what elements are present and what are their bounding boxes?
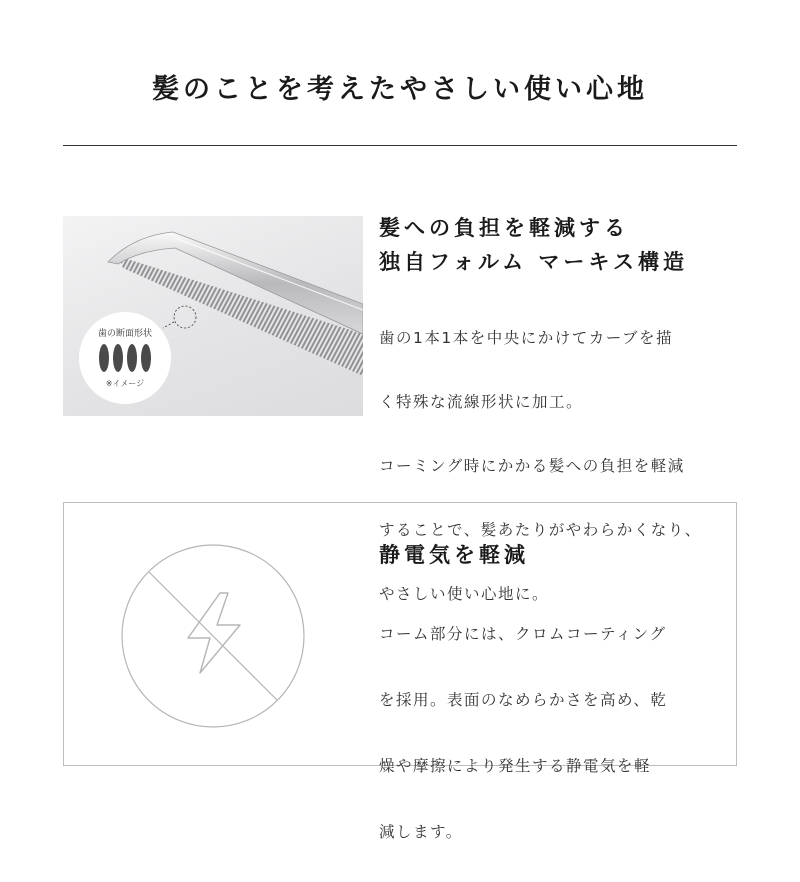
section1-body-line: く特殊な流線形状に加工。 [379,393,584,411]
section2-body-line: 燥や摩擦により発生する静電気を軽 [379,757,652,775]
section2-body-line: を採用。表面のなめらかさを高め、乾 [379,691,668,709]
section1-body-line: コーミング時にかかる髪への負担を軽減 [379,457,685,475]
marquise-shape-icon [127,344,137,372]
tooth-shape-label: 歯の断面形状 [97,329,152,339]
section1-heading-line2: 独自フォルム マーキス構造 [379,250,688,274]
section1-body-line: 歯の1本1本を中央にかけてカーブを描 [379,329,673,347]
section1-heading-line1: 髪への負担を軽減する [379,216,629,240]
section2-heading: 静電気を軽減 [379,543,529,567]
image-note: ※イメージ [105,379,145,388]
comb-image [63,216,363,416]
tooth-shape-callout [79,312,171,404]
section2-body [379,585,719,882]
marquise-shape-icon [99,344,109,372]
section2-body-line: 減します。 [379,823,463,841]
section1-heading [379,211,739,279]
no-static-electricity-icon [120,543,306,729]
section1-body-line: することで、髪あたりがやわらかくなり、 [379,521,702,539]
tooth-shape-icons [99,344,151,374]
section1-body-line: やさしい使い心地に。 [379,585,550,603]
page-title: 髪のことを考えたやさしい使い心地 [152,74,648,105]
title-divider [63,145,737,146]
section2-body-line: コーム部分には、クロムコーティング [379,625,667,643]
marquise-shape-icon [113,344,123,372]
marquise-shape-icon [141,344,151,372]
